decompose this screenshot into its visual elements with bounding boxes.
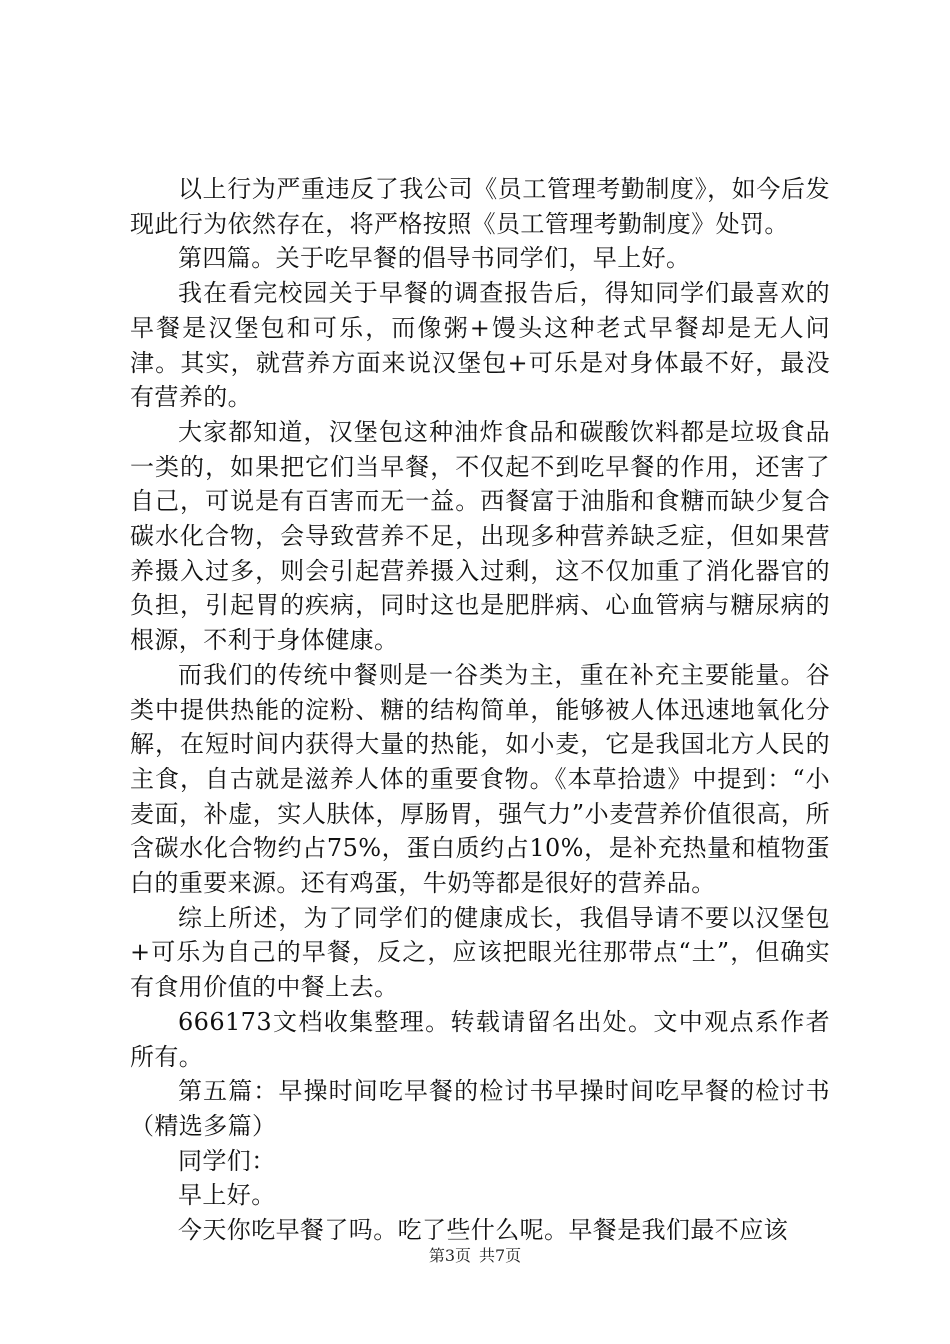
paragraph-4: 大家都知道，汉堡包这种油炸食品和碳酸饮料都是垃圾食品一类的，如果把它们当早餐，不仅起不到吃早餐的作用，还害了自己，可说是有百害而无一益。西餐富于油脂和食糖而缺少复合碳水化合物，会导致营养不足，出现多种营养缺乏症，但如果营养摄入过多，则会引起营养摄入过剩，这不仅加重了消化器官的负担，引起胃的疾病，同时这也是肥胖病、心血管病与糖尿病的根源，不利于身体健康。 [130, 417, 830, 655]
page-footer [0, 1246, 950, 1266]
paragraph-6: 综上所述，为了同学们的健康成长，我倡导请不要以汉堡包+可乐为自己的早餐，反之，应该把眼光往那带点“土”，但确实有食用价值的中餐上去。 [130, 903, 830, 1002]
paragraph-11: 今天你吃早餐了吗。吃了些什么呢。早餐是我们最不应该 [178, 1216, 788, 1245]
page-number: 第3页 [428, 1246, 471, 1265]
paragraph-10-greeting: 早上好。 [178, 1181, 276, 1210]
document-body [130, 172, 830, 1248]
paragraph-7-source-note: 666173文档收集整理。转载请留名出处。文中观点系作者所有。 [130, 1007, 830, 1071]
paragraph-2-heading: 第四篇。关于吃早餐的倡导书同学们，早上好。 [178, 244, 691, 273]
paragraph-5: 而我们的传统中餐则是一谷类为主，重在补充主要能量。谷类中提供热能的淀粉、糖的结构简单，能够被人体迅速地氧化分解，在短时间内获得大量的热能，如小麦，它是我国北方人民的主食，自古就是滋养人体的重要食物。《本草拾遗》中提到：“小麦面，补虚，实人肤体，厚肠胃，强气力”小麦营养价值很高，所含碳水化合物约占75%，蛋白质约占10%，是补充热量和植物蛋白的重要来源。还有鸡蛋，牛奶等都是很好的营养品。 [130, 660, 830, 898]
paragraph-9-greeting: 同学们： [178, 1146, 276, 1175]
paragraph-3: 我在看完校园关于早餐的调查报告后，得知同学们最喜欢的早餐是汉堡包和可乐，而像粥+馒头这种老式早餐却是无人问津。其实，就营养方面来说汉堡包+可乐是对身体最不好，最没有营养的。 [130, 279, 830, 412]
page-total: 共7页 [479, 1246, 522, 1265]
paragraph-1: 以上行为严重违反了我公司《员工管理考勤制度》，如今后发现此行为依然存在，将严格按照《员工管理考勤制度》处罚。 [130, 175, 830, 238]
paragraph-8-heading: 第五篇：早操时间吃早餐的检讨书早操时间吃早餐的检讨书（精选多篇） [130, 1077, 830, 1140]
